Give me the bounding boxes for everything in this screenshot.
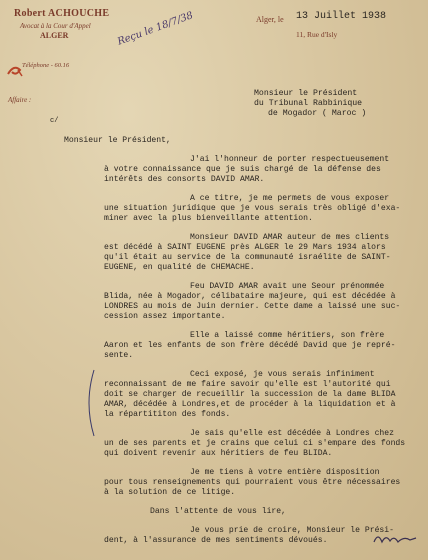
- body-line: dent, à l'assurance de mes sentiments dévoués.: [104, 536, 328, 545]
- body-line: Ceci exposé, je vous serais infiniment: [190, 370, 375, 379]
- body-line: Monsieur DAVID AMAR auteur de mes clients: [190, 233, 390, 242]
- body-line: Blida, née à Mogador, célibataire majeure, qui est décédée à: [104, 292, 396, 301]
- body-line: AMAR, décédée à Londres,et de procéder à la liquidation et à: [104, 400, 396, 409]
- body-line: Dans l'attente de vous lire,: [150, 507, 286, 516]
- recipient-line-2: du Tribunal Rabbinique: [254, 99, 363, 108]
- letterhead-city: ALGER: [40, 31, 69, 40]
- letterhead-phone: Téléphone - 60.16: [22, 62, 70, 69]
- body-line: LONDRES au mois de Juin dernier. Cette dame a laissé une suc-: [104, 302, 401, 311]
- body-line: miner avec la plus bienveillante attention.: [104, 214, 313, 223]
- body-line: pour tous renseignements qui pourraient vous être nécessaires: [104, 478, 401, 487]
- body-line: qu'il était au service de la communauté israélite de SAINT-: [104, 253, 391, 262]
- body-line: doit se charger de recueillir la succession de la dame BLIDA: [104, 390, 396, 399]
- body-line: Aaron et les enfants de son frère décédé David que je repré-: [104, 341, 396, 350]
- body-line: la répartititon des fonds.: [104, 410, 231, 419]
- margin-mark: c/: [50, 117, 59, 125]
- letterhead-name: Robert ACHOUCHE: [14, 8, 110, 19]
- body-line: une situation juridique que je vous serais très obligé d'exa-: [104, 204, 401, 213]
- body-line: cession assez importante.: [104, 312, 226, 321]
- body-line: à la solution de ce litige.: [104, 488, 236, 497]
- margin-bracket-mark: [82, 368, 96, 438]
- body-line: Je vous prie de croire, Monsieur le Prési-: [190, 526, 394, 535]
- handwritten-receipt-note: Reçu le 18/7/38: [116, 10, 195, 48]
- salutation: Monsieur le Président,: [64, 136, 171, 145]
- body-line: à votre connaissance que je suis chargé de la défense des: [104, 165, 381, 174]
- recipient-line-3: de Mogador ( Maroc ): [268, 109, 367, 118]
- date-value: 13 Juillet 1938: [296, 11, 387, 22]
- body-line: un de ses parents et je crains que celui ci s'empare des fonds: [104, 439, 406, 448]
- body-line: sente.: [104, 351, 134, 360]
- body-line: Je sais qu'elle est décédée à Londres chez: [190, 429, 394, 438]
- sender-address: 11, Rue d'Isly: [296, 30, 338, 39]
- body-line: reconnaissant de me faire savoir qu'elle est l'autorité qui: [104, 380, 391, 389]
- signature-scribble: [372, 530, 418, 548]
- body-line: Feu DAVID AMAR avait une Seour prénommée: [190, 282, 385, 291]
- body-line: est décédé à SAINT EUGENE près ALGER le 29 Mars 1934 alors: [104, 243, 386, 252]
- letterhead-role: Avocat à la Cour d'Appel: [20, 22, 91, 30]
- body-line: Je me tiens à votre entière disposition: [190, 468, 380, 477]
- affaire-label: Affaire :: [8, 96, 32, 104]
- body-line: EUGENE, en qualité de CHEMACHE.: [104, 263, 255, 272]
- body-line: J'ai l'honneur de porter respectueusement: [190, 155, 390, 164]
- body-line: intérêts des consorts DAVID AMAR.: [104, 175, 265, 184]
- recipient-line-1: Monsieur le Président: [254, 89, 358, 98]
- body-line: qui doivent revenir aux héritiers de feu BLIDA.: [104, 449, 333, 458]
- body-line: Elle a laissé comme héritiers, son frère: [190, 331, 385, 340]
- body-line: A ce titre, je me permets de vous exposer: [190, 194, 390, 203]
- date-place: Alger, le: [256, 15, 284, 24]
